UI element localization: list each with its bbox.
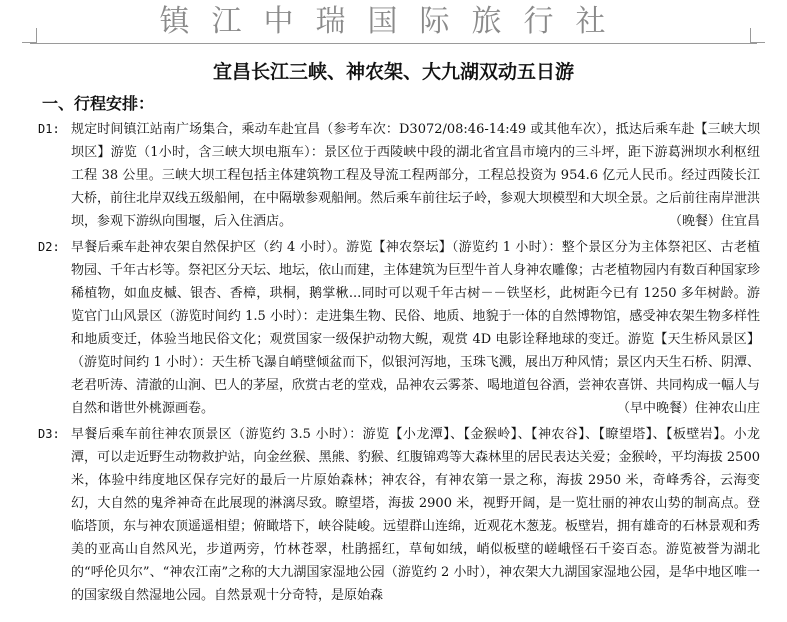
day-label: D2: bbox=[38, 240, 60, 254]
day-meals-lodging: （早中晚餐）住神农山庄 bbox=[616, 401, 760, 416]
header-rule bbox=[30, 43, 757, 44]
itinerary bbox=[38, 118, 760, 610]
margin-corner-mark-left bbox=[22, 28, 37, 43]
day-label: D1: bbox=[38, 122, 60, 136]
document-title: 宜昌长江三峡、神农架、大九湖双动五日游 bbox=[212, 61, 574, 83]
margin-corner-mark-right bbox=[750, 28, 765, 43]
itinerary-day-3 bbox=[38, 423, 760, 607]
letterhead bbox=[0, 0, 787, 44]
company-name: 镇江中瑞国际旅行社 bbox=[159, 4, 628, 39]
day-label: D3: bbox=[38, 427, 60, 441]
day-meals-lodging: （晚餐）住宜昌 bbox=[668, 214, 760, 229]
day-description: 规定时间镇江站南广场集合，乘动车赴宜昌（参考车次：D3072/08:46-14:49 或其他车次），抵达后乘车赴【三峡大坝坝区】游览（1小时，含三峡大坝电瓶车）：景区位于西陵峡中段的湖北省宜昌市境内的三斗坪，距下游葛洲坝水利枢纽工程 38 公里。三峡大坝工程包括主体建筑物工程及导流工程两部分，工程总投资为 954.6 亿元人民币。经过西陵长江大桥，前往北岸双线五级船闸，在中隔墩参观船闸。然后乘车前往坛子岭，参观大坝模型和大坝全景。之后前往南岸泄洪坝，参观下游纵向围堰，后入住酒店。 bbox=[71, 122, 761, 229]
itinerary-day-2 bbox=[38, 236, 760, 420]
day-description: 早餐后乘车赴神农架自然保护区（约 4 小时）。游览【神农祭坛】（游览约 1 小时）：整个景区分为主体祭祀区、古老植物园、千年古杉等。祭祀区分天坛、地坛，依山而建，主体建筑为巨型牛首人身神农雕像；古老植物园内有数百种国家珍稀植物，如血皮槭、银杏、香樟，珙桐，鹅掌楸...同时可以观千年古树－－铁坚杉，此树距今已有 1250 多年树龄。游览官门山风景区（游览时间约 1.5 小时）：走进集生物、民俗、地质、地貌于一体的自然博物馆，感受神农架生物多样性和地质变迁，体验当地民俗文化；观赏国家一级保护动物大鲵，观赏 4D 电影诠释地球的变迁。游览【天生桥风景区】（游览时间约 1 小时）：天生桥飞瀑自峭壁倾盆而下，似银河泻地，玉珠飞溅，展出万种风情；景区内天生石桥、阴潭、老君听涛、清澈的山涧、巴人的茅屋，欣赏古老的堂戏，品神农云雾茶、喝地道包谷酒，尝神农喜饼、共同构成一幅人与自然和谐世外桃源画卷。 bbox=[71, 240, 761, 416]
section-heading: 一、行程安排： bbox=[42, 94, 155, 113]
day-description: 早餐后乘车前往神农顶景区（游览约 3.5 小时）：游览【小龙潭】、【金猴岭】、【神农谷】、【瞭望塔】、【板壁岩】。小龙潭，可以走近野生动物救护站，向金丝猴、黑熊、豹猴、红腹锦鸡等大森林里的居民表达关爱；金猴岭，平均海拔 2500 米，体验中纬度地区保存完好的最后一片原始森林；神农谷，有神农第一景之称，海拔 2950 米，奇峰秀谷，云海变幻，大自然的鬼斧神奇在此展现的淋漓尽致。瞭望塔，海拔 2900 米，视野开阔，是一览壮丽的神农山势的制高点。登临塔顶，东与神农顶遥遥相望；俯瞰塔下，峡谷陡峻。远望群山连绵，近观花木葱茏。板壁岩，拥有雄奇的石林景观和秀美的亚高山自然风光，步道两旁，竹林苍翠，杜鹃摇红，草甸如绒，峭似板壁的嵯峨怪石千姿百态。游览被誉为湖北的“呼伦贝尔”、“神农江南”之称的大九湖国家湿地公园（游览约 2 小时），神农架大九湖国家湿地公园，是华中地区唯一的国家级自然湿地公园。自然景观十分奇特，是原始森 bbox=[71, 427, 761, 603]
itinerary-day-1 bbox=[38, 118, 760, 233]
